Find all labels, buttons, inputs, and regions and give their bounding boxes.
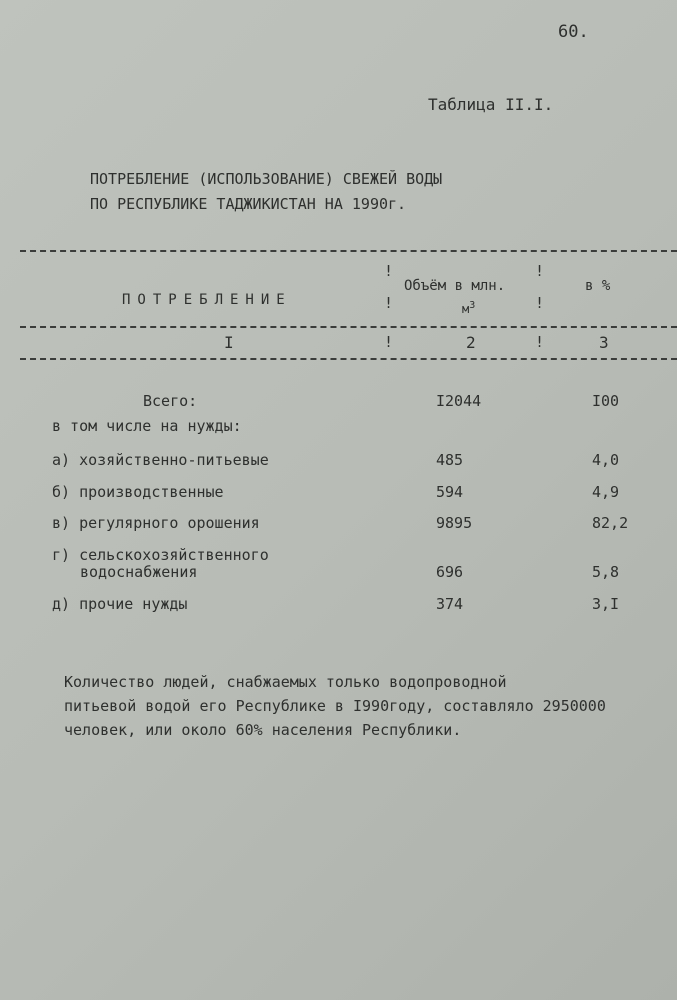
- header-consumption: ПОТРЕБЛЕНИЕ: [122, 292, 292, 308]
- row-volume: 696: [436, 563, 464, 581]
- row-volume: 594: [436, 483, 464, 501]
- separator: !: [384, 262, 394, 280]
- row-label: г) сельскохозяйственного: [52, 546, 269, 564]
- note-line-3: человек, или около 60% населения Республики.: [64, 721, 462, 739]
- page-number: 60.: [558, 22, 589, 42]
- column-number-3: 3: [599, 333, 609, 352]
- row-label: д) прочие нужды: [52, 595, 188, 613]
- separator: !: [535, 294, 545, 312]
- note-line-1: Количество людей, снабжаемых только водопроводной: [64, 673, 507, 691]
- row-percent: 4,9: [592, 483, 620, 501]
- row-volume: 9895: [436, 514, 473, 532]
- row-label: в) регулярного орошения: [52, 514, 260, 532]
- table-rule-numbers: [20, 358, 677, 360]
- column-number-1: I: [224, 333, 234, 352]
- row-percent: 3,I: [592, 595, 620, 613]
- header-percent: в %: [585, 278, 611, 294]
- subheading: в том числе на нужды:: [52, 417, 242, 435]
- separator: !: [535, 333, 545, 351]
- note-line-2: питьевой водой его Республике в I990году, составляло 2950000: [64, 697, 606, 715]
- separator: !: [384, 294, 394, 312]
- title-line-2: ПО РЕСПУБЛИКЕ ТАДЖИКИСТАН НА 1990г.: [90, 195, 407, 213]
- row-percent: 5,8: [592, 563, 620, 581]
- table-rule-header: [20, 326, 677, 328]
- total-volume: I2044: [436, 392, 482, 410]
- row-percent: 82,2: [592, 514, 629, 532]
- separator: !: [535, 262, 545, 280]
- table-rule-top: [20, 250, 677, 252]
- row-volume: 485: [436, 451, 464, 469]
- header-volume: Объём в млн.: [404, 278, 506, 294]
- separator: !: [384, 333, 394, 351]
- total-label: Всего:: [143, 392, 198, 410]
- header-volume-unit: $м^3$: [462, 300, 476, 316]
- row-label: а) хозяйственно-питьевые: [52, 451, 269, 469]
- row-label-continued: водоснабжения: [80, 563, 198, 581]
- title-line-1: ПОТРЕБЛЕНИЕ (ИСПОЛЬЗОВАНИЕ) СВЕЖЕЙ ВОДЫ: [90, 170, 443, 188]
- table-label: Таблица II.I.: [428, 95, 554, 114]
- row-volume: 374: [436, 595, 464, 613]
- column-number-2: 2: [466, 333, 476, 352]
- row-percent: 4,0: [592, 451, 620, 469]
- row-label: б) производственные: [52, 483, 224, 501]
- total-percent: I00: [592, 392, 620, 410]
